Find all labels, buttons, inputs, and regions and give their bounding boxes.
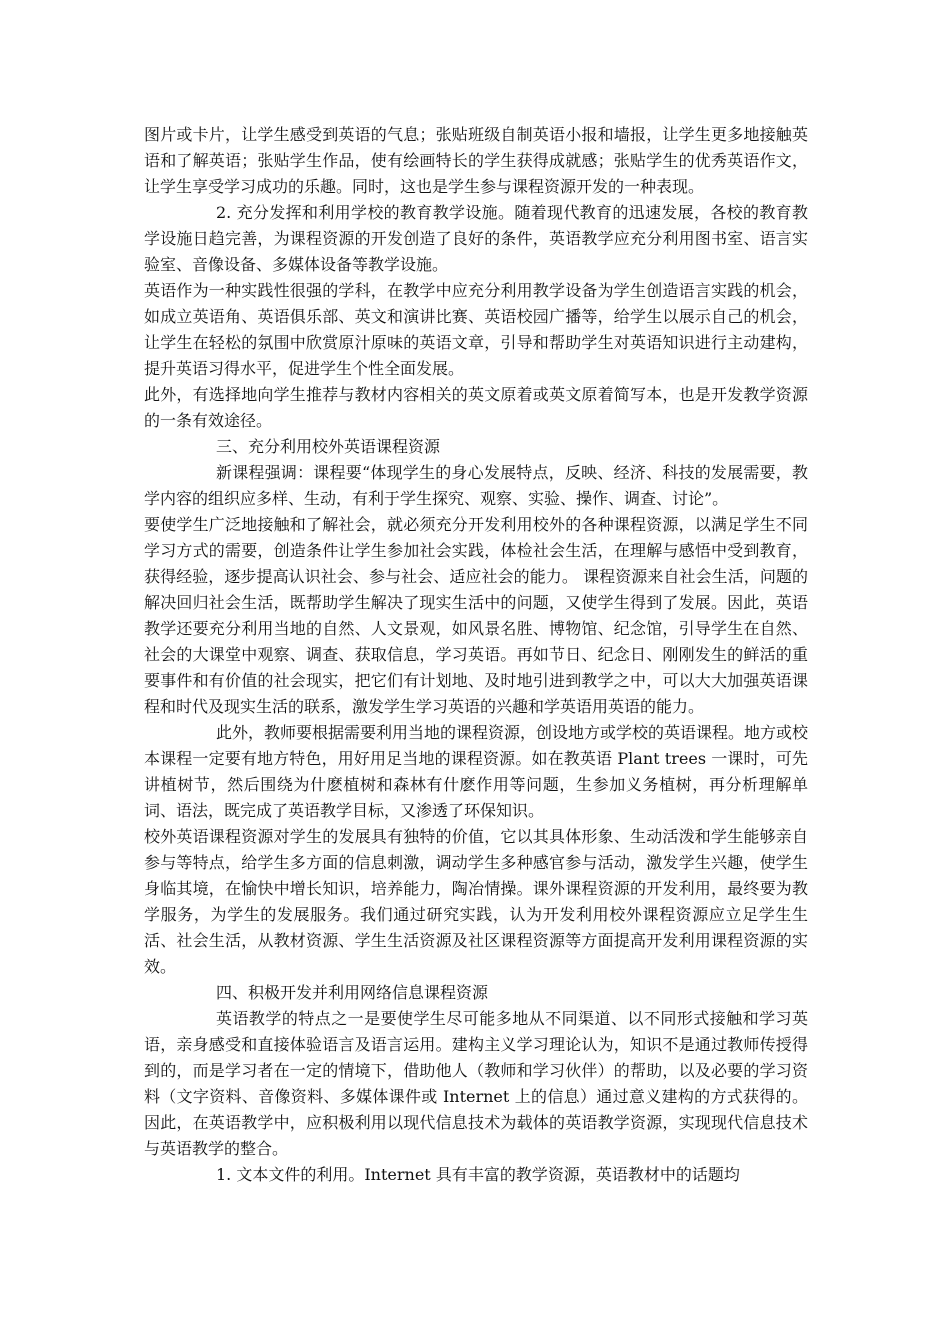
paragraph-school-facilities: 2. 充分发挥和利用学校的教育教学设施。随着现代教育的迅速发展，各校的教育教学设施日趋完善，为课程资源的开发创造了良好的条件，英语教学应充分利用图书室、语言实验室、音像设备、多媒体设备等教学设施。 [144,203,808,274]
paragraph-local-resources: 此外，教师要根据需要利用当地的课程资源，创设地方或学校的英语课程。地方或校本课程一定要有地方特色，用好用足当地的课程资源。如在教英语 Plant trees 一课时，可先讲植树节，然后围绕为什麽植树和森林有什麽作用等问题，生参加义务植树，再分析理解单词、语法，既完成了英语教学目标，又渗透了环保知识。 [144,723,809,820]
document-page [144,122,808,1188]
paragraph-decoration-intro: 图片或卡片，让学生感受到英语的气息；张贴班级自制英语小报和墙报，让学生更多地接触英语和了解英语；张贴学生作品，使有绘画特长的学生获得成就感；张贴学生的优秀英语作文，让学生享受学习成功的乐趣。同时，这也是学生参与课程资源开发的一种表现。 [144,125,808,196]
paragraph-constructivism: 英语教学的特点之一是要使学生尽可能多地从不同渠道、以不同形式接触和学习英语，亲身感受和直接体验语言及语言运用。建构主义学习理论认为，知识不是通过教师传授得到的，而是学习者在一定的情境下，借助他人（教师和学习伙伴）的帮助，以及必要的学习资料（文字资料、音像资料、多媒体课件或 Internet 上的信息）通过意义建构的方式获得的。因此，在英语教学中，应积极利用以现代信息技术为载体的英语教学资源，实现现代信息技术与英语教学的整合。 [144,1009,808,1158]
paragraph-recommend-originals: 此外，有选择地向学生推荐与教材内容相关的英文原着或英文原着简写本，也是开发教学资源的一条有效途径。 [144,385,808,430]
paragraph-text-files: 1. 文本文件的利用。Internet 具有丰富的教学资源，英语教材中的话题均 [216,1165,740,1184]
section-heading-4: 四、积极开发并利用网络信息课程资源 [216,983,489,1002]
paragraph-contact-society: 要使学生广泛地接触和了解社会，就必须充分开发利用校外的各种课程资源，以满足学生不同学习方式的需要，创造条件让学生参加社会实践，体检社会生活，在理解与感悟中受到教育，获得经验，逐步提高认识社会、参与社会、适应社会的能力。 课程资源来自社会生活，问题的解决回归社会生活，既帮助学生解决了现实生活中的问题，又使学生得到了发展。因此，英语教学还要充分利用当地的自然、人文景观，如风景名胜、博物馆、纪念馆，引导学生在自然、社会的大课堂中观察、调查、获取信息，学习英语。再如节日、纪念日、刚刚发生的鲜活的重要事件和有价值的社会现实，把它们有计划地、及时地引进到教学之中，可以大大加强英语课程和时代及现实生活的联系，激发学生学习英语的兴趣和学英语用英语的能力。 [144,515,808,716]
section-heading-3: 三、充分利用校外英语课程资源 [216,437,441,456]
paragraph-outside-value: 校外英语课程资源对学生的发展具有独特的价值，它以其具体形象、生动活泼和学生能够亲自参与等特点，给学生多方面的信息刺激，调动学生多种感官参与活动，激发学生兴趣，使学生身临其境，在愉快中增长知识，培养能力，陶冶情操。课外课程资源的开发利用，最终要为教学服务，为学生的发展服务。我们通过研究实践，认为开发利用校外课程资源应立足学生生活、社会生活，从教材资源、学生生活资源及社区课程资源等方面提高开发利用课程资源的实效。 [144,827,808,976]
paragraph-new-curriculum: 新课程强调：课程要“体现学生的身心发展特点，反映、经济、科技的发展需要，教学内容的组织应多样、生动，有利于学生探究、观察、实验、操作、调查、讨论”。 [144,463,808,508]
paragraph-practice-subject: 英语作为一种实践性很强的学科，在教学中应充分利用教学设备为学生创造语言实践的机会，如成立英语角、英语俱乐部、英文和演讲比赛、英语校园广播等，给学生以展示自己的机会，让学生在轻松的氛围中欣赏原汁原味的英语文章，引导和帮助学生对英语知识进行主动建构，提升英语习得水平，促进学生个性全面发展。 [144,281,808,378]
